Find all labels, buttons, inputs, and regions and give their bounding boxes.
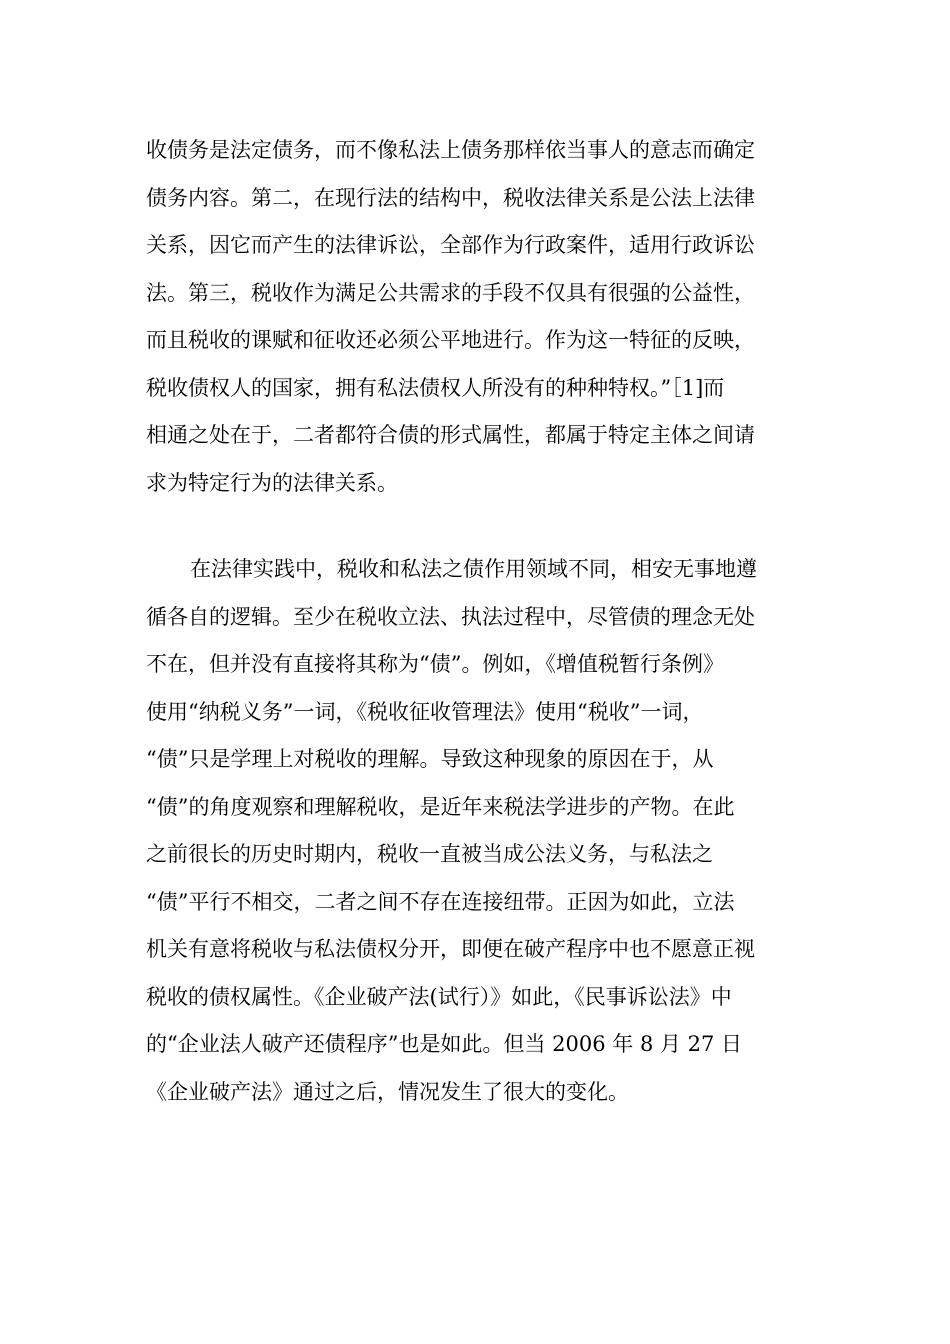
text-line: 税收的债权属性。《企业破产法(试行）》如此，《民事诉讼法》中 xyxy=(146,984,732,1009)
text-line: 求为特定行为的法律关系。 xyxy=(146,470,398,495)
text-line: 《企业破产法》通过之后，情况发生了很大的变化。 xyxy=(146,1079,629,1104)
text-line: 机关有意将税收与私法债权分开，即便在破产程序中也不愿意正视 xyxy=(146,937,755,961)
text-line: 使用“纳税义务”一词，《税收征收管理法》使用“税收”一词， xyxy=(146,699,704,724)
text-line: 债务内容。第二，在现行法的结构中，税收法律关系是公法上法律 xyxy=(146,185,755,210)
text-line: 在法律实践中，税收和私法之债作用领域不同，相安无事地遵 xyxy=(190,557,757,581)
text-line: 税收债权人的国家，拥有私法债权人所没有的种种特权。”［1]而 xyxy=(146,375,725,400)
text-line: 收债务是法定债务，而不像私法上债务那样依当事人的意志而确定 xyxy=(146,138,755,162)
text-line: 的“企业法人破产还债程序”也是如此。但当 2006 年 8 月 27 日 xyxy=(146,1032,743,1056)
text-line: “债”的角度观察和理解税收，是近年来税法学进步的产物。在此 xyxy=(146,794,735,819)
paragraph-1 xyxy=(146,127,826,507)
text-line: 之前很长的历史时期内，税收一直被当成公法义务，与私法之 xyxy=(146,842,713,866)
text-line: “债”平行不相交，二者之间不存在连接纽带。正因为如此，立法 xyxy=(146,889,735,914)
text-line: 法。第三，税收作为满足公共需求的手段不仅具有很强的公益性， xyxy=(146,280,755,305)
text-line: 相通之处在于，二者都符合债的形式属性，都属于特定主体之间请 xyxy=(146,423,755,447)
paragraph-2 xyxy=(146,546,826,1116)
text-line: 循各自的逻辑。至少在税收立法、执法过程中，尽管债的理念无处 xyxy=(146,604,755,629)
text-line: 而且税收的课赋和征收还必须公平地进行。作为这一特征的反映， xyxy=(146,328,755,352)
text-line: 不在，但并没有直接将其称为“债”。例如，《增值税暂行条例》 xyxy=(146,652,724,676)
text-line: 关系，因它而产生的法律诉讼，全部作为行政案件，适用行政诉讼 xyxy=(146,233,755,257)
text-line: “债”只是学理上对税收的理解。导致这种现象的原因在于，从 xyxy=(146,747,714,771)
